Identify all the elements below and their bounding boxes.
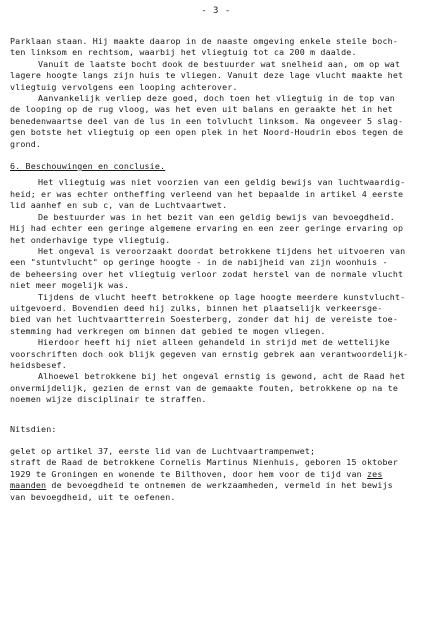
text-line: niet meer mogelijk was.: [10, 280, 129, 291]
text-line: bied van het luchtvaartterrein Soesterberg, zonder dat hij de vereiste toe-: [10, 314, 399, 325]
text-segment: 1929 te Groningen en wonende te Bilthoven, door hem voor de tijd van: [10, 468, 367, 479]
page-number: - 3 -: [201, 6, 231, 16]
text-line: lid aanhef en sub c, van de Luchtvaartwet.: [10, 200, 228, 211]
text-line: Hierdoor heeft hij niet alleen gehandeld in strijd met de wettelijke: [38, 337, 390, 348]
text-line: gen botste het vliegtuig op een open plek in het Noord-Houdrin ebos tegen de: [10, 127, 404, 138]
text-line: onvermijdelijk, gezien de ernst van de gemaakte fouten, betrokkene op na te: [10, 382, 399, 393]
underlined-text: zes: [366, 468, 383, 479]
text-line: gelet op artikel 37, eerste lid van de Luchtvaartrampenwet;: [10, 446, 316, 456]
text-line: grond.: [10, 138, 42, 149]
text-line: De bestuurder was in het bezit van een geldig bewijs van bevoegdheid.: [38, 211, 395, 222]
section-heading: 6. Beschouwingen en conclusie.: [10, 161, 166, 172]
text-line: de looping op de rug vloog, was het even uit balans en geraakte het in het: [10, 104, 393, 115]
text-line: uitgevoerd. Bovendien deed hij zulks, binnen het plaatselijk verkeersge-: [10, 302, 383, 313]
text-line: lagere hoogte langs zijn huis te vliegen. Vanuit deze lage vlucht maakte het: [10, 70, 404, 81]
text-line: benedenwaartse deel van de lus in een tolvlucht linksom. Na ongeveer 5 slag-: [10, 115, 404, 126]
text-line: van bevoegdheid, uit te oefenen.: [10, 491, 176, 502]
text-line: heid; er was echter ontheffing verleend van het bepaalde in artikel 4 eerste: [10, 188, 404, 199]
text-line: noemen wijze disciplinair te straffen.: [10, 394, 207, 405]
text-line: Het vliegtuig was niet voorzien van een geldig bewijs van luchtwaardig-: [38, 177, 406, 188]
text-line: het onderhavige type vliegtuig.: [10, 234, 171, 245]
document-body: [10, 36, 422, 503]
text-line: Hij had echter een geringe algemene ervaring en een zeer geringe ervaring op: [10, 223, 404, 234]
text-line: heidsbesef.: [10, 359, 67, 370]
text-line: de beheersing over het vliegtuig verloor zodat herstel van de normale vlucht: [10, 268, 404, 279]
text-line: ten linksom en rechtsom, waarbij het vliegtuig tot ca 200 m daalde.: [10, 47, 357, 58]
text-segment: de bevoegdheid te ontnemen de werkzaamheden, vermeld in het bewijs: [46, 480, 393, 491]
text-line: Vanuit de laatste bocht dook de bestuurder wat snelheid aan, om op wat: [38, 58, 401, 69]
text-line: Alhoewel betrokkene bij het ongeval ernstig is gewond, acht de Raad het: [38, 371, 406, 382]
text-line: Aanvankelijk verliep deze goed, doch toen het vliegtuig in de top van: [38, 93, 395, 104]
text-line: Tijdens de vlucht heeft betrokkene op lage hoogte meerdere kunstvlucht-: [38, 291, 406, 302]
text-line: een "stuntvlucht" op geringe hoogte - in de nabijheid van zijn woonhuis -: [10, 257, 388, 268]
text-line: [10, 480, 422, 491]
verdict-heading: Nitsdien:: [10, 423, 57, 434]
underlined-text: maanden: [10, 480, 47, 491]
text-line: straft de Raad de betrokkene Cornelis Martinus Nienhuis, geboren 15 oktober: [10, 457, 399, 468]
text-line: voorschriften doch ook blijk gegeven van ernstig gebrek aan verantwoordelijk-: [10, 348, 409, 359]
text-line: [10, 469, 422, 480]
text-line: Parklaan staan. Hij maakte daarop in de naaste omgeving enkele steile boch-: [10, 36, 399, 46]
text-line: vliegtuig vervolgens een looping achterover.: [10, 81, 238, 92]
text-line: stemming had verkregen om binnen dat gebied te mogen vliegen.: [10, 325, 326, 336]
text-line: Het ongeval is veroorzaakt doordat betrokkene tijdens het uitvoeren van: [38, 245, 406, 256]
